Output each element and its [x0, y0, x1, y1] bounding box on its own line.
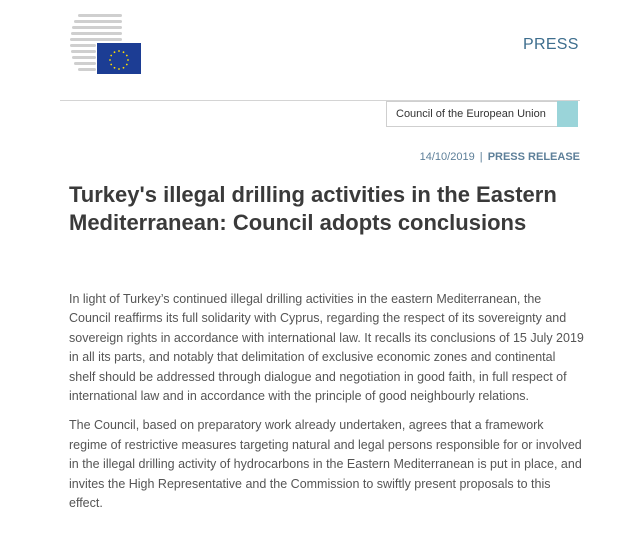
council-tag-accent	[557, 101, 578, 127]
article-paragraph-1: In light of Turkey’s continued illegal drilling activities in the eastern Mediterranean, the Council reaffirms its full solidarity with Cyprus, regarding the respect of its sovereignty and sovereign rights in accordance with international law. It recalls its conclusions of 15 July 2019 in all its parts, and notably that delimitation of exclusive economic zones and continental shelf should be addressed through dialogue and negotiation in good faith, in full respect of international law and in accordance with the principle of good neighbourly relations.	[69, 292, 584, 404]
council-name-tag[interactable]	[386, 101, 578, 127]
bottom-fade	[0, 541, 640, 549]
council-logo-icon[interactable]	[70, 12, 142, 76]
logo-graphic	[70, 12, 142, 76]
press-section-link[interactable]: PRESS	[523, 36, 579, 53]
article-paragraph-2: The Council, based on preparatory work already undertaken, agrees that a framework regime of restrictive measures targeting natural and legal persons responsible for or involved in the illegal drilling activity of hydrocarbons in the Eastern Mediterranean is put in place, and invites the High Representative and the Commission to swiftly present proposals to this effect.	[69, 418, 582, 511]
publication-date: 14/10/2019	[419, 151, 475, 163]
publication-meta	[420, 151, 580, 163]
page-title: Turkey's illegal drilling activities in the Eastern Mediterranean: Council adopts conclusions	[69, 182, 557, 235]
meta-separator: |	[479, 151, 483, 163]
council-name-label: Council of the European Union	[396, 108, 546, 120]
document-type: PRESS RELEASE	[487, 151, 580, 163]
article-body	[69, 290, 584, 523]
